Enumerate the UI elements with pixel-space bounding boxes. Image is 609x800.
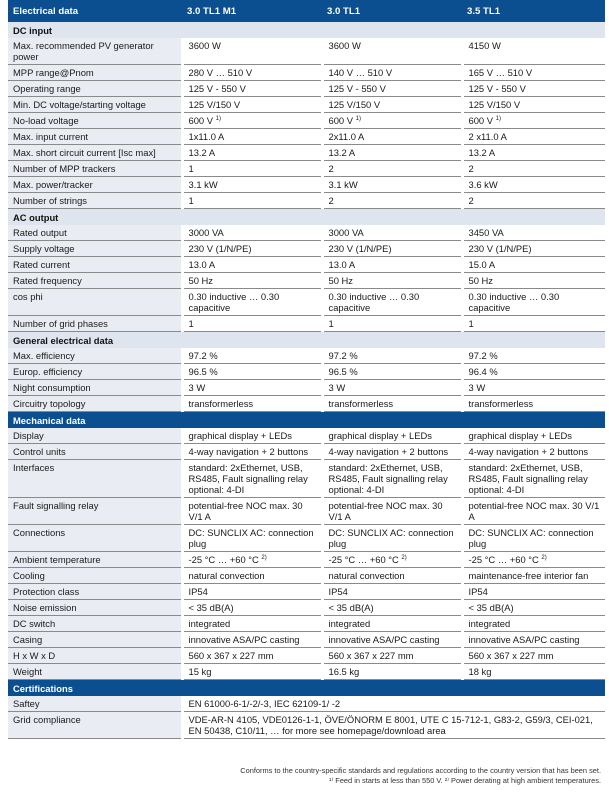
- table-row: [8, 396, 605, 412]
- row-value-2: [322, 632, 462, 648]
- row-value-1: [182, 348, 322, 364]
- row-value-3: [462, 348, 605, 364]
- row-value-3: [462, 193, 605, 209]
- section-title: DC input: [8, 22, 605, 38]
- table-row: [8, 380, 605, 396]
- value-text: 3.1 kW: [188, 179, 218, 190]
- row-label: MPP range@Pnom: [8, 65, 182, 81]
- row-value-3: [462, 648, 605, 664]
- table-row: [8, 584, 605, 600]
- value-text: 96.5 %: [188, 366, 218, 377]
- row-label: H x W x D: [8, 648, 182, 664]
- value-text: 15.0 A: [468, 259, 496, 270]
- value-text: 560 x 367 x 227 mm: [188, 650, 274, 661]
- table-row: [8, 552, 605, 568]
- row-label: Max. input current: [8, 129, 182, 145]
- row-value: EN 61000-6-1/-2/-3, IEC 62109-1/ -2: [182, 696, 605, 712]
- row-value-3: [462, 396, 605, 412]
- table-row: [8, 696, 605, 712]
- value-text: integrated: [188, 618, 231, 629]
- row-value-1: [182, 525, 322, 552]
- row-value-1: [182, 193, 322, 209]
- row-label: Noise emission: [8, 600, 182, 616]
- row-value-3: [462, 316, 605, 332]
- row-value-2: [322, 161, 462, 177]
- row-value-3: [462, 552, 605, 568]
- section-title: Mechanical data: [8, 412, 605, 429]
- row-label: Display: [8, 428, 182, 444]
- footnote-marker: 1): [355, 115, 361, 122]
- value-text: 97.2 %: [468, 350, 498, 361]
- value-text: DC: SUNCLIX AC: connection plug: [328, 527, 454, 549]
- table-row: [8, 65, 605, 81]
- row-value-2: [322, 81, 462, 97]
- row-value-1: [182, 81, 322, 97]
- row-value-3: [462, 632, 605, 648]
- table-row: [8, 129, 605, 145]
- value-text: potential-free NOC max. 30 V/1 A: [468, 500, 600, 522]
- value-text: 2 x11.0 A: [468, 131, 507, 142]
- row-value-2: [322, 65, 462, 81]
- footnote-marker: 2): [261, 554, 267, 561]
- table-body: [8, 22, 605, 739]
- table-row: [8, 81, 605, 97]
- value-text: graphical display + LEDs: [468, 430, 572, 441]
- value-text: 4-way navigation + 2 buttons: [328, 446, 449, 457]
- row-value-1: [182, 396, 322, 412]
- value-text: innovative ASA/PC casting: [468, 634, 580, 645]
- value-text: potential-free NOC max. 30 V/1 A: [328, 500, 443, 522]
- table-row: [8, 525, 605, 552]
- value-text: 96.4 %: [468, 366, 498, 377]
- value-text: 230 V (1/N/PE): [188, 243, 252, 254]
- table-row: [8, 145, 605, 161]
- row-value-2: [322, 568, 462, 584]
- row-label: Cooling: [8, 568, 182, 584]
- footnote-marker: 1): [495, 115, 501, 122]
- table-row: [8, 616, 605, 632]
- row-value-1: [182, 600, 322, 616]
- value-text: 3600 W: [328, 40, 361, 51]
- row-value-3: [462, 525, 605, 552]
- table-row: [8, 498, 605, 525]
- value-text: 13.0 A: [328, 259, 356, 270]
- table-row: [8, 273, 605, 289]
- row-value-1: [182, 632, 322, 648]
- value-text: 560 x 367 x 227 mm: [328, 650, 414, 661]
- value-text: transformerless: [468, 398, 534, 409]
- row-label: DC switch: [8, 616, 182, 632]
- value-text: 2: [468, 163, 474, 174]
- table-row: [8, 113, 605, 129]
- row-label: Number of strings: [8, 193, 182, 209]
- row-value-3: [462, 38, 605, 65]
- value-text: 0.30 inductive … 0.30 capacitive: [328, 291, 420, 313]
- table-row: [8, 648, 605, 664]
- row-label: Rated output: [8, 225, 182, 241]
- value-text: graphical display + LEDs: [328, 430, 432, 441]
- row-value-2: [322, 584, 462, 600]
- value-text: 50 Hz: [188, 275, 213, 286]
- value-text: IP54: [328, 586, 348, 597]
- row-value-2: [322, 97, 462, 113]
- row-value-2: [322, 498, 462, 525]
- row-label: Casing: [8, 632, 182, 648]
- value-text: 18 kg: [468, 666, 492, 677]
- row-value-2: [322, 241, 462, 257]
- row-label: Max. efficiency: [8, 348, 182, 364]
- row-label: Min. DC voltage/starting voltage: [8, 97, 182, 113]
- row-value-1: [182, 552, 322, 568]
- row-label: Operating range: [8, 81, 182, 97]
- value-text: 1: [468, 318, 474, 329]
- value-text: 280 V … 510 V: [188, 67, 253, 78]
- value-text: innovative ASA/PC casting: [328, 634, 440, 645]
- value-text: 97.2 %: [328, 350, 358, 361]
- row-value: VDE-AR-N 4105, VDE0126-1-1, ÖVE/ÖNORM E 8001, UTE C 15-712-1, G83-2, G59/3, CEI-021, EN 50438, C10/11, … for more see homepage/download area: [182, 712, 605, 739]
- table-row: [8, 38, 605, 65]
- header-model-1: 3.0 TL1 M1: [182, 0, 322, 22]
- row-label: Control units: [8, 444, 182, 460]
- table-row: [8, 428, 605, 444]
- row-label: Interfaces: [8, 460, 182, 498]
- table-row: [8, 664, 605, 680]
- section-header-mechanical: [8, 412, 605, 429]
- row-value-1: [182, 460, 322, 498]
- row-value-2: [322, 616, 462, 632]
- row-value-1: [182, 97, 322, 113]
- value-text: < 35 dB(A): [188, 602, 234, 613]
- value-text: standard: 2xEthernet, USB, RS485, Fault signalling relay optional: 4-DI: [468, 462, 588, 495]
- row-value-3: [462, 273, 605, 289]
- row-label: Protection class: [8, 584, 182, 600]
- table-row: [8, 444, 605, 460]
- section-title: AC output: [8, 209, 605, 226]
- row-value-2: [322, 225, 462, 241]
- row-value-3: [462, 97, 605, 113]
- row-value-3: [462, 145, 605, 161]
- value-text: 1x11.0 A: [188, 131, 225, 142]
- row-value-2: [322, 113, 462, 129]
- row-value-1: [182, 177, 322, 193]
- table-row: [8, 161, 605, 177]
- footnote-standards: Conforms to the country-specific standards and regulations according to the country version that has been set.: [240, 766, 601, 775]
- row-value-2: [322, 525, 462, 552]
- row-value-1: [182, 161, 322, 177]
- value-text: -25 °C … +60 °C: [188, 554, 259, 565]
- value-text: 600 V: [468, 115, 493, 126]
- table-header: [8, 0, 605, 22]
- value-text: 13.0 A: [188, 259, 216, 270]
- row-value-3: [462, 129, 605, 145]
- row-value-3: [462, 161, 605, 177]
- row-value-1: [182, 380, 322, 396]
- value-text: 3000 VA: [328, 227, 364, 238]
- table-row: [8, 364, 605, 380]
- value-text: maintenance-free interior fan: [468, 570, 589, 581]
- value-text: 13.2 A: [468, 147, 496, 158]
- table-row: [8, 193, 605, 209]
- value-text: 2: [468, 195, 474, 206]
- row-value-3: [462, 289, 605, 316]
- value-text: integrated: [328, 618, 371, 629]
- row-value-3: [462, 65, 605, 81]
- value-text: 2x11.0 A: [328, 131, 365, 142]
- value-text: innovative ASA/PC casting: [188, 634, 300, 645]
- row-label: Max. power/tracker: [8, 177, 182, 193]
- row-label: Night consumption: [8, 380, 182, 396]
- footnote-markers: ¹⁾ Feed in starts at less than 550 V. ²⁾ Power derating at high ambient temperatures.: [328, 775, 601, 785]
- row-value-3: [462, 380, 605, 396]
- row-value-1: [182, 257, 322, 273]
- value-text: DC: SUNCLIX AC: connection plug: [188, 527, 314, 549]
- value-text: 3 W: [188, 382, 206, 393]
- table-row: [8, 241, 605, 257]
- value-text: 4-way navigation + 2 buttons: [468, 446, 589, 457]
- value-text: 4-way navigation + 2 buttons: [188, 446, 309, 457]
- footnote-marker: 2): [401, 554, 407, 561]
- value-text: 1: [188, 318, 194, 329]
- value-text: 125 V - 550 V: [188, 83, 246, 94]
- value-text: 125 V - 550 V: [328, 83, 386, 94]
- row-value-3: [462, 364, 605, 380]
- row-value-2: [322, 177, 462, 193]
- table-row: [8, 316, 605, 332]
- value-text: 13.2 A: [188, 147, 216, 158]
- row-value-1: [182, 316, 322, 332]
- row-value-2: [322, 552, 462, 568]
- value-text: 600 V: [188, 115, 213, 126]
- row-label: Max. recommended PV generator power: [8, 38, 182, 65]
- section-title: Certifications: [8, 680, 605, 697]
- value-text: 600 V: [328, 115, 353, 126]
- value-text: 4150 W: [468, 40, 501, 51]
- table-row: [8, 460, 605, 498]
- row-value-1: [182, 664, 322, 680]
- header-model-2: 3.0 TL1: [322, 0, 462, 22]
- value-text: -25 °C … +60 °C: [468, 554, 539, 565]
- value-text: 0.30 inductive … 0.30 capacitive: [188, 291, 280, 313]
- table-row: [8, 225, 605, 241]
- row-value-1: [182, 129, 322, 145]
- row-value-2: [322, 380, 462, 396]
- row-value-3: [462, 81, 605, 97]
- footnote-marker: 2): [541, 554, 547, 561]
- section-title: General electrical data: [8, 332, 605, 349]
- value-text: 15 kg: [188, 666, 212, 677]
- value-text: 16.5 kg: [328, 666, 360, 677]
- row-label: Rated frequency: [8, 273, 182, 289]
- row-value-3: [462, 498, 605, 525]
- value-text: 1: [328, 318, 334, 329]
- row-value-1: [182, 38, 322, 65]
- table-row: [8, 257, 605, 273]
- value-text: 0.30 inductive … 0.30 capacitive: [468, 291, 560, 313]
- row-value-1: [182, 225, 322, 241]
- row-label: Fault signalling relay: [8, 498, 182, 525]
- value-text: 96.5 %: [328, 366, 358, 377]
- section-header-general: [8, 332, 605, 349]
- row-label: Connections: [8, 525, 182, 552]
- row-value-2: [322, 38, 462, 65]
- value-text: DC: SUNCLIX AC: connection plug: [468, 527, 594, 549]
- value-text: 1: [188, 195, 194, 206]
- row-value-2: [322, 428, 462, 444]
- row-label: Max. short circuit current [Isc max]: [8, 145, 182, 161]
- row-value-2: [322, 257, 462, 273]
- header-model-3: 3.5 TL1: [462, 0, 605, 22]
- row-label: Number of MPP trackers: [8, 161, 182, 177]
- section-header-certifications: [8, 680, 605, 697]
- row-value-3: [462, 460, 605, 498]
- row-value-3: [462, 600, 605, 616]
- value-text: 3 W: [468, 382, 486, 393]
- value-text: 140 V … 510 V: [328, 67, 393, 78]
- value-text: graphical display + LEDs: [188, 430, 292, 441]
- value-text: transformerless: [328, 398, 394, 409]
- value-text: 560 x 367 x 227 mm: [468, 650, 554, 661]
- value-text: 125 V/150 V: [188, 99, 241, 110]
- value-text: 3600 W: [188, 40, 221, 51]
- value-text: 3.1 kW: [328, 179, 358, 190]
- row-value-1: [182, 273, 322, 289]
- row-label: Saftey: [8, 696, 182, 712]
- row-value-2: [322, 648, 462, 664]
- row-value-2: [322, 600, 462, 616]
- row-value-2: [322, 289, 462, 316]
- table-row: [8, 97, 605, 113]
- value-text: integrated: [468, 618, 511, 629]
- footnotes: [240, 766, 601, 785]
- value-text: 230 V (1/N/PE): [468, 243, 532, 254]
- row-value-3: [462, 113, 605, 129]
- row-value-1: [182, 113, 322, 129]
- row-value-2: [322, 364, 462, 380]
- row-value-1: [182, 289, 322, 316]
- value-text: 125 V - 550 V: [468, 83, 526, 94]
- row-label: Weight: [8, 664, 182, 680]
- row-label: cos phi: [8, 289, 182, 316]
- row-value-2: [322, 273, 462, 289]
- value-text: IP54: [188, 586, 208, 597]
- row-value-1: [182, 145, 322, 161]
- value-text: 13.2 A: [328, 147, 356, 158]
- row-value-2: [322, 664, 462, 680]
- row-value-3: [462, 428, 605, 444]
- table-row: [8, 600, 605, 616]
- row-value-1: [182, 648, 322, 664]
- row-value-2: [322, 396, 462, 412]
- value-text: 2: [328, 163, 334, 174]
- row-value-3: [462, 664, 605, 680]
- row-value-2: [322, 316, 462, 332]
- value-text: 125 V/150 V: [328, 99, 381, 110]
- value-text: standard: 2xEthernet, USB, RS485, Fault signalling relay optional: 4-DI: [328, 462, 448, 495]
- table-row: [8, 568, 605, 584]
- row-value-1: [182, 568, 322, 584]
- section-header-dc_input: [8, 22, 605, 38]
- row-label: Number of grid phases: [8, 316, 182, 332]
- specs-table: [8, 0, 605, 739]
- value-text: standard: 2xEthernet, USB, RS485, Fault signalling relay optional: 4-DI: [188, 462, 308, 495]
- row-value-1: [182, 65, 322, 81]
- row-value-1: [182, 428, 322, 444]
- row-value-1: [182, 444, 322, 460]
- footnote-marker: 1): [215, 115, 221, 122]
- table-row: [8, 177, 605, 193]
- header-electrical-data: Electrical data: [8, 0, 182, 22]
- value-text: 3000 VA: [188, 227, 224, 238]
- row-value-3: [462, 225, 605, 241]
- value-text: 3.6 kW: [468, 179, 498, 190]
- table-row: [8, 712, 605, 739]
- row-value-3: [462, 177, 605, 193]
- row-value-2: [322, 348, 462, 364]
- row-value-1: [182, 364, 322, 380]
- table-row: [8, 289, 605, 316]
- table-row: [8, 632, 605, 648]
- row-value-3: [462, 444, 605, 460]
- row-value-1: [182, 584, 322, 600]
- row-value-1: [182, 616, 322, 632]
- row-value-2: [322, 193, 462, 209]
- row-value-2: [322, 460, 462, 498]
- value-text: 3 W: [328, 382, 346, 393]
- section-header-ac_output: [8, 209, 605, 226]
- value-text: 1: [188, 163, 194, 174]
- row-value-3: [462, 584, 605, 600]
- value-text: 125 V/150 V: [468, 99, 521, 110]
- value-text: < 35 dB(A): [328, 602, 374, 613]
- row-value-1: [182, 498, 322, 525]
- table-row: [8, 348, 605, 364]
- row-label: Ambient temperature: [8, 552, 182, 568]
- value-text: 165 V … 510 V: [468, 67, 533, 78]
- row-value-3: [462, 568, 605, 584]
- row-value-2: [322, 145, 462, 161]
- row-label: No-load voltage: [8, 113, 182, 129]
- value-text: 50 Hz: [328, 275, 353, 286]
- value-text: 97.2 %: [188, 350, 218, 361]
- row-value-3: [462, 616, 605, 632]
- row-value-2: [322, 444, 462, 460]
- value-text: transformerless: [188, 398, 254, 409]
- value-text: natural convection: [188, 570, 265, 581]
- value-text: 2: [328, 195, 334, 206]
- row-value-3: [462, 241, 605, 257]
- value-text: < 35 dB(A): [468, 602, 514, 613]
- value-text: potential-free NOC max. 30 V/1 A: [188, 500, 303, 522]
- row-value-3: [462, 257, 605, 273]
- value-text: natural convection: [328, 570, 405, 581]
- row-label: Rated current: [8, 257, 182, 273]
- row-label: Europ. efficiency: [8, 364, 182, 380]
- row-label: Supply voltage: [8, 241, 182, 257]
- row-label: Grid compliance: [8, 712, 182, 739]
- value-text: 3450 VA: [468, 227, 504, 238]
- row-value-2: [322, 129, 462, 145]
- value-text: IP54: [468, 586, 488, 597]
- value-text: 50 Hz: [468, 275, 493, 286]
- value-text: 230 V (1/N/PE): [328, 243, 392, 254]
- value-text: -25 °C … +60 °C: [328, 554, 399, 565]
- row-value-1: [182, 241, 322, 257]
- row-label: Circuitry topology: [8, 396, 182, 412]
